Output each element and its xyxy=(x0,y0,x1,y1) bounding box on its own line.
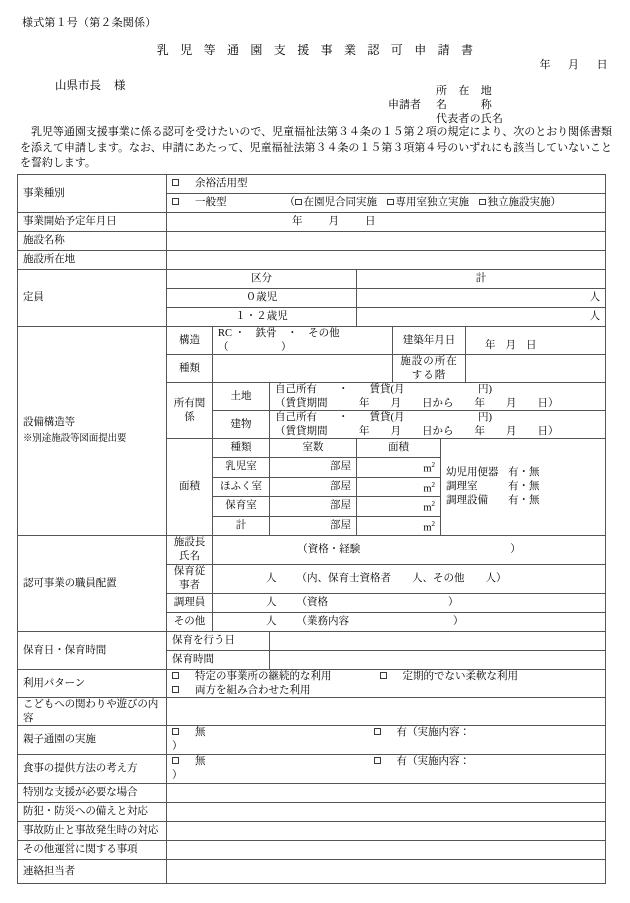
addressee xyxy=(55,77,126,93)
checkbox-icon-independent-facility[interactable] xyxy=(479,199,486,206)
usage-option-combined: 両方を組み合わせた利用 xyxy=(195,684,311,696)
label-capacity-age0: ０歳児 xyxy=(167,289,357,308)
extra-row-kitchen xyxy=(446,480,600,494)
checkbox-icon-meal-policy-yes[interactable] xyxy=(374,757,381,764)
input-contact[interactable] xyxy=(167,860,606,884)
checkbox-icon-meal-policy-no[interactable] xyxy=(172,757,179,764)
staff-director-detail: （資格・経験 xyxy=(297,544,361,555)
extra-choice-toilet[interactable]: 有・無 xyxy=(508,467,540,478)
input-rooms-crawling-room[interactable]: 部屋 xyxy=(270,477,357,497)
option-label-general: 一般型 xyxy=(195,197,227,208)
extra-choice-kitchen[interactable]: 有・無 xyxy=(508,481,540,492)
label-care-days: 保育を行う日 xyxy=(167,632,270,651)
checkbox-icon-surplus[interactable] xyxy=(172,179,179,186)
addressee-honorific: 様 xyxy=(114,80,126,92)
checkbox-icon-general[interactable] xyxy=(172,198,179,205)
staff-other-detail-close: ） xyxy=(453,616,464,627)
label-staff-director: 施設長氏名 xyxy=(167,536,213,565)
cell-facility-extras[interactable] xyxy=(441,439,606,536)
table-row-accident xyxy=(18,822,606,841)
label-staff-other: その他 xyxy=(167,613,213,632)
build-date-month-label: 月 xyxy=(505,339,516,351)
label-equipment-main: 設備構造等 xyxy=(23,417,75,428)
staff-childcare-unit: 人 xyxy=(266,573,277,584)
usage-option-flexible: 定期的でない柔軟な利用 xyxy=(402,671,518,682)
header-capacity-total: 計 xyxy=(357,270,606,289)
input-safety[interactable] xyxy=(167,803,606,822)
start-date-year-label: 年 xyxy=(292,216,303,227)
extra-label-kitchen: 調理室 xyxy=(446,481,478,492)
build-date-day-label: 日 xyxy=(526,339,537,351)
cell-structure-options[interactable] xyxy=(213,327,393,355)
input-size-infant-room[interactable]: $m^2$ xyxy=(357,458,441,478)
start-date-day-label: 日 xyxy=(365,216,376,227)
label-contact: 連絡担当者 xyxy=(18,860,167,884)
input-other-ops[interactable] xyxy=(167,841,606,860)
header-area-rooms: 室数 xyxy=(270,439,357,458)
preamble-text: 乳児等通園支援事業に係る認可を受けたいので、児童福祉法第３４条の１５第２項の規定により、次のとおり関係書類を添えて申請します。なお、申請にあたって、児童福祉法第３４条の１５第３項第４号のいずれにも該当していないことを誓約します。 xyxy=(20,126,612,169)
label-business-type: 事業種別 xyxy=(18,175,167,213)
structure-options-text: RC ・ 鉄骨 ・ その他 xyxy=(218,328,340,339)
input-care-hours[interactable] xyxy=(270,651,606,670)
cell-ownership-land[interactable] xyxy=(270,383,606,411)
document-title: 乳 児 等 通 園 支 援 事 業 認 可 申 請 書 xyxy=(156,43,478,57)
input-size-total[interactable]: $m^2$ xyxy=(357,516,441,536)
label-area-total: 計 xyxy=(213,516,270,536)
staff-cook-unit: 人 xyxy=(266,597,277,608)
input-capacity-age0[interactable]: 人 xyxy=(357,289,606,308)
label-equipment-note: ※別途施設等図面提出要 xyxy=(23,434,127,444)
cell-start-date[interactable] xyxy=(167,213,606,232)
extra-label-cooking-equipment: 調理設備 xyxy=(446,495,488,506)
label-ownership-land: 土地 xyxy=(213,383,270,411)
suboption-dedicated-room: 専用室独立実施 xyxy=(395,197,469,208)
staff-cook-detail: （資格 xyxy=(296,597,328,608)
meal-policy-option-yes-close: ） xyxy=(172,770,183,781)
label-build-date: 建築年月日 xyxy=(393,327,466,355)
staff-cook-detail-close: ） xyxy=(448,597,459,608)
input-accident[interactable] xyxy=(167,822,606,841)
staff-other-detail: （業務内容 xyxy=(296,616,349,627)
label-staffing: 認可事業の職員配置 xyxy=(18,536,167,632)
cell-business-type-general[interactable] xyxy=(167,194,606,213)
submission-date-line xyxy=(539,56,608,72)
applicant-field-address: 所 在 地 xyxy=(436,85,492,97)
cell-parent-child[interactable] xyxy=(167,726,606,755)
cell-usage-pattern[interactable] xyxy=(167,670,606,698)
checkbox-icon-parent-child-yes[interactable] xyxy=(374,728,381,735)
label-hours: 保育日・保育時間 xyxy=(18,632,167,670)
table-row-staffing-director xyxy=(18,536,606,565)
table-row-meal-policy xyxy=(18,755,606,784)
staff-other-unit: 人 xyxy=(266,616,277,627)
applicant-label: 申請者 xyxy=(388,99,421,111)
form-number: 様式第１号（第２条関係） xyxy=(22,17,157,29)
table-row-start-date xyxy=(18,213,606,232)
meal-policy-option-yes: 有（実施内容： xyxy=(396,756,470,767)
usage-pattern-line2 xyxy=(172,684,600,698)
table-row-capacity-header xyxy=(18,270,606,289)
label-facility-address: 施設所在地 xyxy=(18,251,167,270)
label-usage-pattern: 利用パターン xyxy=(18,670,167,698)
table-row-facility-address xyxy=(18,251,606,270)
label-staff-childcare: 保育従事者 xyxy=(167,565,213,594)
staff-director-detail-close: ） xyxy=(510,544,521,555)
input-rooms-nursery-room[interactable]: 部屋 xyxy=(270,497,357,517)
checkbox-icon-dedicated-room[interactable] xyxy=(387,199,394,206)
input-floor[interactable] xyxy=(466,355,606,383)
table-row-contact xyxy=(18,860,606,884)
table-row-care-days xyxy=(18,632,606,651)
ownership-building-line1: 自己所有 ・ 賃貸(月 円) xyxy=(275,412,492,423)
input-kind[interactable] xyxy=(213,355,393,383)
label-meal-policy: 食事の提供方法の考え方 xyxy=(18,755,167,784)
paren-open: （ xyxy=(284,197,295,208)
cell-build-date[interactable] xyxy=(466,327,606,355)
checkbox-icon-continuous-use[interactable] xyxy=(172,672,179,679)
applicant-field-representative: 代表者の氏名 xyxy=(436,113,504,125)
label-kind: 種類 xyxy=(167,355,213,383)
cell-staff-childcare[interactable] xyxy=(213,565,606,594)
meal-policy-option-no: 無 xyxy=(195,756,206,767)
applicant-field-name: 名 称 xyxy=(436,99,492,111)
label-ownership-building: 建物 xyxy=(213,411,270,439)
cell-business-type-surplus[interactable] xyxy=(167,175,606,194)
header-capacity-category: 区分 xyxy=(167,270,357,289)
input-capacity-age12[interactable]: 人 xyxy=(357,308,606,327)
label-care-hours: 保育時間 xyxy=(167,651,270,670)
cell-ownership-building[interactable] xyxy=(270,411,606,439)
label-safety: 防犯・防災への備えと対応 xyxy=(18,803,167,822)
cell-meal-policy[interactable] xyxy=(167,755,606,784)
input-size-nursery-room[interactable]: $m^2$ xyxy=(357,497,441,517)
table-row-structure xyxy=(18,327,606,355)
suboption-joint-enrolled: 在園児合同実施 xyxy=(303,197,377,208)
label-capacity: 定員 xyxy=(18,270,167,327)
ownership-building-line2: （賃貸期間 年 月 日から 年 月 日） xyxy=(275,425,559,437)
table-row-special-support xyxy=(18,784,606,803)
label-parent-child: 親子通園の実施 xyxy=(18,726,167,755)
extra-choice-cooking-equipment[interactable]: 有・無 xyxy=(508,495,540,506)
label-equipment xyxy=(18,327,167,536)
label-area-nursery-room: 保育室 xyxy=(213,497,270,517)
input-size-crawling-room[interactable]: $m^2$ xyxy=(357,477,441,497)
label-floor: 施設の所在する階 xyxy=(393,355,466,383)
extra-row-toilet xyxy=(446,466,600,480)
label-structure: 構造 xyxy=(167,327,213,355)
table-row-other-ops xyxy=(18,841,606,860)
date-month-label: 月 xyxy=(568,59,580,71)
label-area-crawling-room: ほふく室 xyxy=(213,477,270,497)
checkbox-icon-joint-enrolled[interactable] xyxy=(295,199,302,206)
table-row-business-type-1 xyxy=(18,175,606,194)
extra-row-cooking-equipment xyxy=(446,494,600,508)
date-year-label: 年 xyxy=(539,59,551,71)
table-row-usage-pattern xyxy=(18,670,606,698)
input-care-days[interactable] xyxy=(270,632,606,651)
label-special-support: 特別な支援が必要な場合 xyxy=(18,784,167,803)
table-row-facility-name xyxy=(18,232,606,251)
input-special-support[interactable] xyxy=(167,784,606,803)
input-rooms-total[interactable]: 部屋 xyxy=(270,516,357,536)
checkbox-icon-parent-child-no[interactable] xyxy=(172,728,179,735)
input-facility-address[interactable] xyxy=(167,251,606,270)
table-row-parent-child xyxy=(18,726,606,755)
label-area-infant-room: 乳児室 xyxy=(213,458,270,478)
label-capacity-age12: １・２歳児 xyxy=(167,308,357,327)
label-other-ops: その他運営に関する事項 xyxy=(18,841,167,860)
checkbox-icon-flexible-use[interactable] xyxy=(380,672,387,679)
input-facility-name[interactable] xyxy=(167,232,606,251)
cell-staff-other[interactable] xyxy=(213,613,606,632)
label-start-date: 事業開始予定年月日 xyxy=(18,213,167,232)
cell-staff-cook[interactable] xyxy=(213,594,606,613)
label-facility-name: 施設名称 xyxy=(18,232,167,251)
table-row-child-engagement xyxy=(18,698,606,726)
label-staff-cook: 調理員 xyxy=(167,594,213,613)
start-date-month-label: 月 xyxy=(328,216,339,227)
parent-child-option-yes: 有（実施内容： xyxy=(396,727,470,738)
parent-child-option-yes-close: ） xyxy=(172,741,183,752)
staff-childcare-detail: （内、保育士資格者 人、その他 人） xyxy=(296,573,507,584)
label-accident: 事故防止と事故発生時の対応 xyxy=(18,822,167,841)
header-area-kind: 種類 xyxy=(213,439,270,458)
usage-option-continuous: 特定の事業所の継続的な利用 xyxy=(195,671,332,682)
build-date-year-label: 年 xyxy=(485,339,496,351)
label-ownership: 所有関係 xyxy=(167,383,213,439)
parent-child-option-no: 無 xyxy=(195,727,206,738)
suboption-independent-facility: 独立施設実施 xyxy=(487,197,551,208)
label-area: 面積 xyxy=(167,439,213,536)
paren-close: ） xyxy=(550,197,561,208)
date-day-label: 日 xyxy=(596,59,608,71)
input-child-engagement[interactable] xyxy=(167,698,606,726)
application-table xyxy=(17,174,606,884)
structure-paren-text: （ ） xyxy=(218,341,292,353)
input-rooms-infant-room[interactable]: 部屋 xyxy=(270,458,357,478)
checkbox-icon-combined-use[interactable] xyxy=(172,686,179,693)
table-row-safety xyxy=(18,803,606,822)
cell-staff-director[interactable] xyxy=(213,536,606,565)
ownership-land-line1: 自己所有 ・ 賃貸(月 円) xyxy=(275,384,492,395)
extra-label-toilet: 幼児用便器 xyxy=(446,467,499,478)
ownership-land-line2: （賃貸期間 年 月 日から 年 月 日） xyxy=(275,397,559,409)
usage-pattern-line1 xyxy=(172,670,600,684)
label-child-engagement: こどもへの関わりや遊びの内容 xyxy=(18,698,167,726)
option-label-surplus: 余裕活用型 xyxy=(195,178,248,189)
addressee-name: 山県市長 xyxy=(55,80,101,92)
header-area-size: 面積 xyxy=(357,439,441,458)
